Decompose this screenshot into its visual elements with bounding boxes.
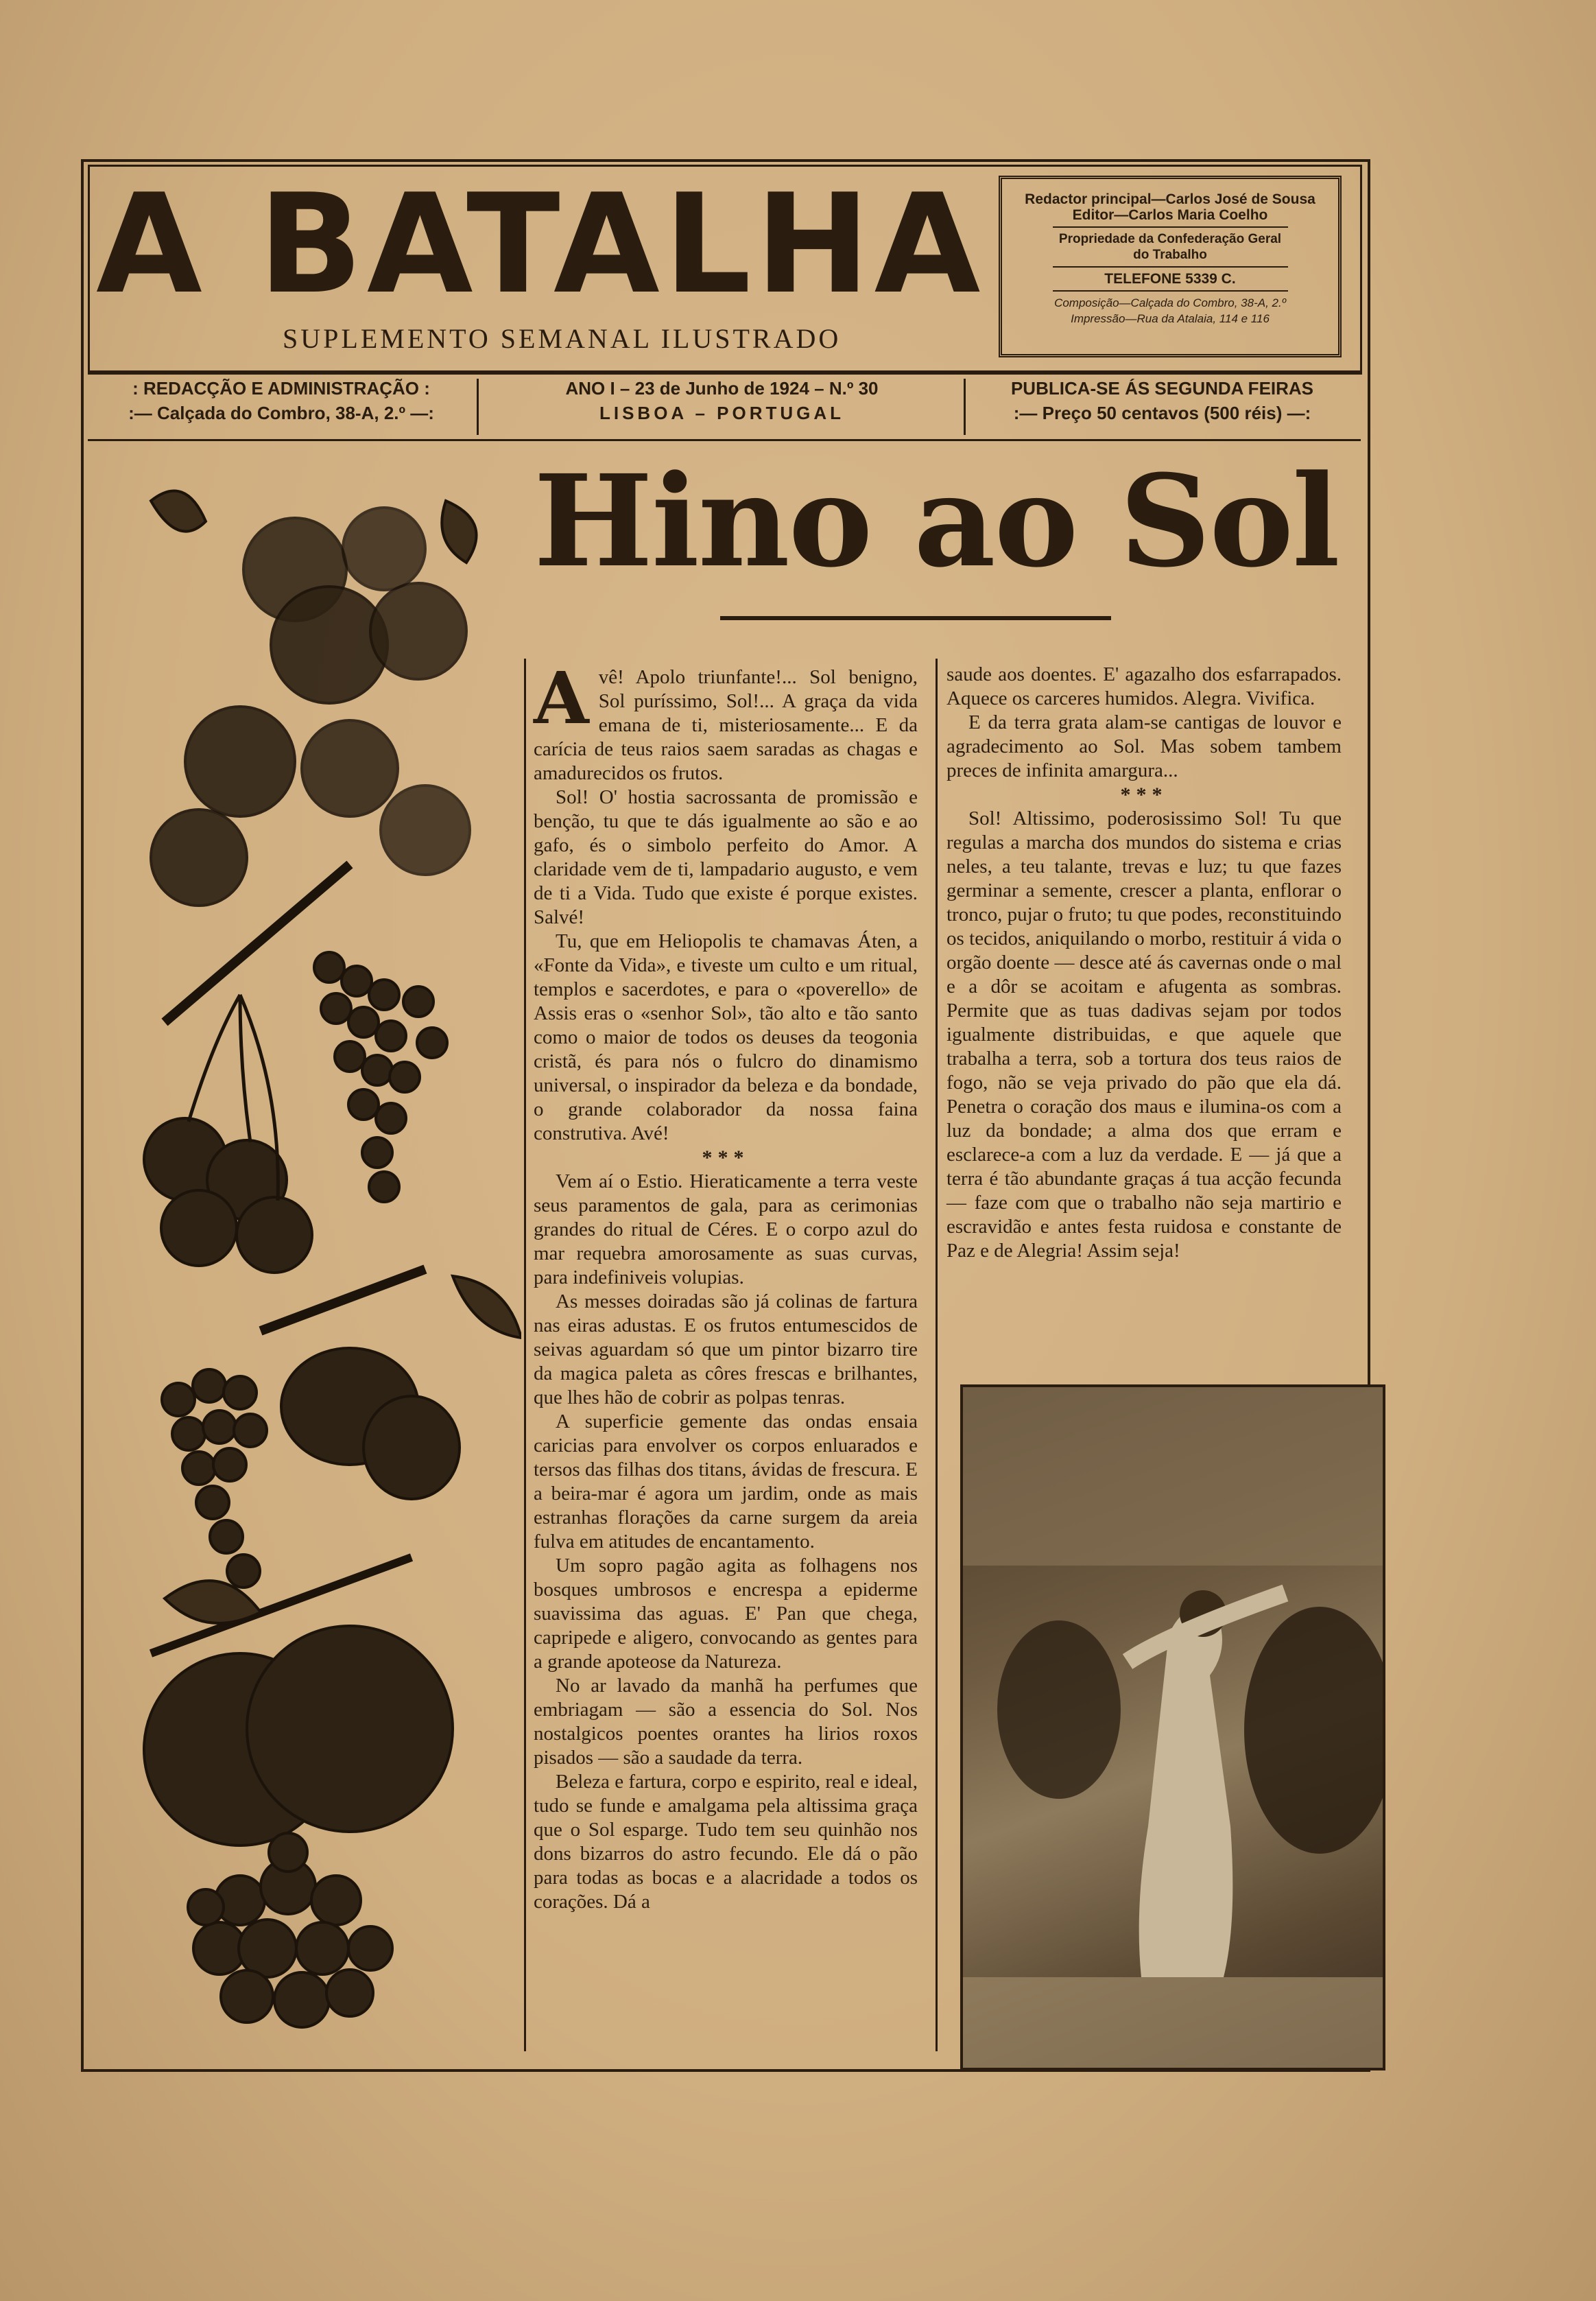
article-paragraph: No ar lavado da manhã ha perfumes que embriagam — são a essencia do Sol. Nos nostalgicos poentes orantes ha lirios roxos pisados — são a saudade da terra. [534, 1675, 918, 1769]
section-break: *** [1120, 783, 1168, 806]
masthead-subtitle: SUPLEMENTO SEMANAL ILUSTRADO [283, 323, 842, 354]
grapes-and-plums [162, 1269, 521, 1588]
staff-separator [1053, 290, 1288, 292]
column-rule-left [524, 659, 526, 2051]
price-line: :— Preço 50 centavos (500 réis) —: [1013, 403, 1311, 423]
drop-cap: A [534, 656, 589, 740]
staff-separator [1053, 266, 1288, 268]
headline-underline [720, 616, 1111, 620]
fruit-illustration [123, 473, 521, 2044]
article-column-2 [946, 663, 1342, 1362]
column-rule-right [1368, 453, 1370, 1365]
article-paragraph: Sol! O' hostia sacrossanta de promissão e benção, tu que te dás igualmente ao são e ao gafo, és o simbolo perfeito do Amor. A claridade vem de ti, lampadario augusto, e vem de ti a Vida. Tudo que existe é porque existes. Salvé! [534, 786, 918, 928]
staff-printing: Impressão—Rua da Atalaia, 114 e 116 [1071, 312, 1270, 325]
article-headline: Hino ao Sol [534, 447, 1339, 595]
masthead-title: A BATALHA [96, 165, 985, 324]
office-label: : REDACÇÃO E ADMINISTRAÇÃO : [132, 378, 430, 399]
article-paragraph: Sol! Altissimo, poderosissimo Sol! Tu que regulas a marcha dos mundos do sistema e crias neles, a teu talante, trevas e luz; tu que fazes germinar a semente, crescer a planta, enflorar o tronco, pujar o fruto; tu que podes, reconstituindo os tecidos, aniquilando o morbo, restituir á vida o orgão doente — desce até ás cavernas onde o mal e a dôr se acoitam e afugenta as sombras. Permite que as tuas dadivas sejam por todos igualmente distribuidas, e que aquele que trabalha a terra, sob a tortura dos teus raios de fogo, não se veja privado do pão que ela dá. Penetra o coração dos maus e ilumina-os com a luz da bondade; a alma dos que erram e esclarece-a com a luz da verdade. E — já que a terra é tão abundante graças á tua acção fecunda — faze com que o trabalho não seja martirio e escravidão e antes festa ruidosa e constante de Paz e de Alegria! Assim seja! [946, 807, 1342, 1262]
office-address: :— Calçada do Combro, 38-A, 2.º —: [128, 403, 434, 423]
staff-editor-in-chief: Redactor principal—Carlos José de Sousa [1025, 191, 1315, 207]
issue-line: ANO I – 23 de Junho de 1924 – N.º 30 [565, 378, 879, 399]
infobar-divider-left [477, 379, 479, 435]
photograph-woman-with-horse [960, 1384, 1385, 2070]
article-paragraph: E da terra grata alam-se cantigas de louvor e agradecimento ao Sol. Mas sobem tambem preces de infinita amargura... [946, 711, 1342, 781]
column-rule-middle [936, 659, 938, 2051]
article-paragraph: Avê! Apolo triunfante!... Sol benigno, Sol puríssimo, Sol!... A graça da vida emana de ti, misteriosamente... E da carícia de teus raios saem saradas as chagas e amadurecidos os frutos. [534, 656, 918, 784]
article-paragraph: Um sopro pagão agita as folhagens nos bosques umbrosos e encrespa a epiderme suavissima das aguas. E' Pan que chega, capripede e aligero, convocando as gentes para a grande apoteose da Natureza. [534, 1555, 918, 1673]
grapes-and-cherries [144, 864, 447, 1273]
masthead-rule [88, 370, 1361, 373]
staff-box [999, 176, 1342, 357]
article-paragraph: saude aos doentes. E' agazalho dos esfarrapados. Aquece os carceres humidos. Alegra. Vivifica. [946, 663, 1342, 709]
staff-ownership: Propriedade da Confederação Geral do Trabalho [1058, 232, 1282, 262]
publication-box [968, 376, 1356, 434]
article-paragraph: A superficie gemente das ondas ensaia caricias para envolver os corpos enluarados e tersos das filhas dos titans, ávidas de frescura. E a beira-mar é agora um jardim, onde as mais estranhas florações da carne surgem da areia fulva em atitudes de encantamento. [534, 1411, 918, 1553]
berries-cluster [151, 491, 477, 906]
article-paragraph: As messes doiradas são já colinas de fartura nas eiras adustas. E os frutos entumescidos de seivas aguardam só que um pintor bizarro tire da magica paleta as côres frescas e brilhantes, que lhes hão de cobrir as polpas tenras. [534, 1290, 918, 1408]
section-break: *** [702, 1146, 750, 1169]
peaches [144, 1557, 453, 1845]
staff-editor: Editor—Carlos Maria Coelho [1072, 207, 1268, 223]
staff-composition: Composição—Calçada do Combro, 38-A, 2.º [1054, 296, 1286, 309]
staff-phone: TELEFONE 5339 C. [1104, 271, 1236, 287]
article-paragraph: Tu, que em Heliopolis te chamavas Áten, a «Fonte da Vida», e tiveste um culto e um ritual, templos e sacerdotes, e para o «poverello» de Assis eras o «senhor Sol», tão alto e tão santo como o maior de todos os deuses da teogonia cristã, és para nós o fulcro do dinamismo universal, o inspirador da beleza e da bondade, o grande colaborador da nossa faina construtiva. Avé! [534, 930, 918, 1144]
flower-bouquet [188, 1833, 392, 2027]
article-paragraph: Beleza e fartura, corpo e espirito, real e ideal, tudo se funde e amalgama pela altissima graça que o Sol esparge. Tudo tem seu quinhão nos dons bizarros do astro fecundo. Ele dá o pão para todas as bocas e a alacridade a todos os corações. Dá a [534, 1771, 918, 1913]
office-box [89, 376, 473, 434]
staff-separator [1053, 226, 1288, 228]
infobar-rule [88, 439, 1361, 441]
article-column-1 [534, 656, 918, 2038]
infobar-divider-right [964, 379, 966, 435]
article-paragraph: Vem aí o Estio. Hieraticamente a terra veste seus paramentos de gala, para as cerimonias grandes do ritual de Céres. E o corpo azul do mar requebra amorosamente as suas curvas, para indefiniveis volupias. [534, 1170, 918, 1288]
publication-line: PUBLICA-SE ÁS SEGUNDA FEIRAS [1010, 378, 1314, 399]
issue-box [484, 376, 960, 434]
photograph-figures [963, 1387, 1383, 2068]
city-line: LISBOA – PORTUGAL [599, 403, 845, 423]
